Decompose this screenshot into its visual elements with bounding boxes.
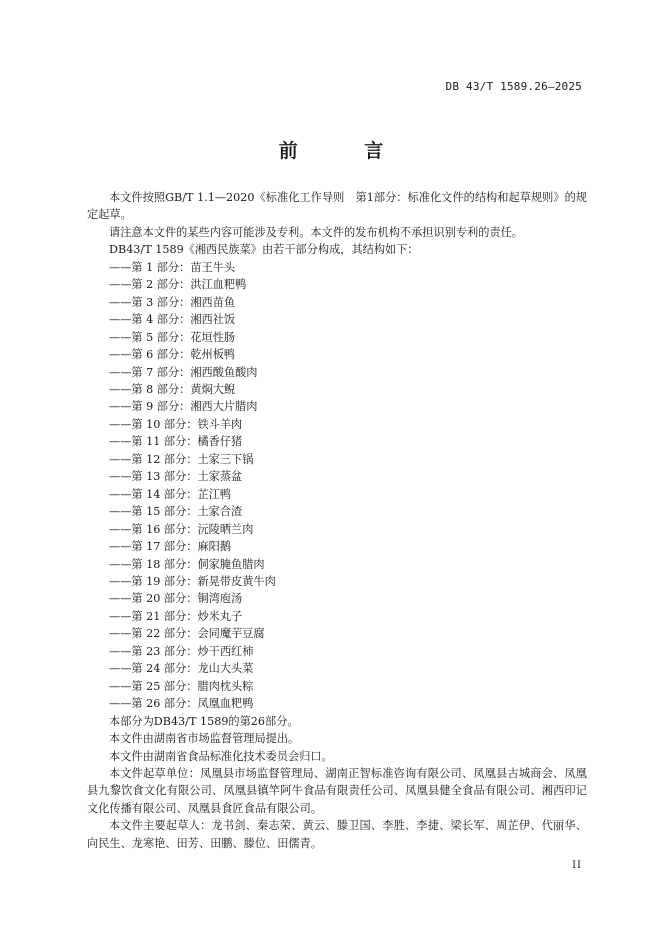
list-item: ——第 4 部分：湘西社饭	[109, 313, 236, 327]
list-item: ——第 7 部分：湘西酸鱼酸肉	[109, 365, 258, 379]
list-item: ——第 12 部分：土家三下锅	[109, 452, 254, 466]
list-item: ——第 11 部分：橘香仔猪	[109, 435, 243, 449]
list-item: ——第 23 部分：炒干西红柿	[109, 644, 254, 658]
list-item: ——第 2 部分：洪江血粑鸭	[109, 278, 247, 292]
list-item: ——第 8 部分：黄焖大鲵	[109, 382, 236, 396]
list-item: ——第 20 部分：铜湾庖汤	[109, 592, 243, 606]
list-item: ——第 5 部分：花垣性肠	[109, 330, 236, 344]
parts-list	[87, 259, 587, 713]
list-item: ——第 19 部分：新晃带皮黄牛肉	[109, 574, 276, 588]
paragraph-structure-intro: DB43/T 1589《湘西民族菜》由若干部分构成，其结构如下：	[109, 243, 419, 257]
list-item: ——第 13 部分：土家蒸盆	[109, 470, 243, 484]
list-item: ——第 18 部分：侗家腌鱼腊肉	[109, 557, 265, 571]
paragraph-responsible-committee: 本文件由湖南省食品标准化技术委员会归口。	[109, 749, 333, 763]
list-item: ——第 26 部分：凤凰血粑鸭	[109, 697, 254, 711]
list-item: ——第 6 部分：乾州板鸭	[109, 348, 236, 362]
list-item: ——第 3 部分：湘西苗鱼	[109, 295, 236, 309]
list-item: ——第 21 部分：炒米丸子	[109, 609, 243, 623]
page-title: 前 言	[278, 140, 414, 162]
paragraph-drafters: 本文件主要起草人：龙书剑、秦志荣、黄云、滕卫国、李胜、李捷、梁长军、周芷伊、代丽华、向民生、龙寒艳、田芳、田鹏、滕位、田儒青。	[87, 819, 587, 850]
paragraph-part-statement: 本部分为DB43/T 1589的第26部分。	[109, 714, 299, 728]
page-number: II	[572, 860, 582, 871]
list-item: ——第 25 部分：腊肉枕头粽	[109, 679, 254, 693]
paragraph-drafting-units: 本文件起草单位：凤凰县市场监督管理局、湖南正智标准咨询有限公司、凤凰县古城商会、凤凰县九黎饮食文化有限公司、凤凰县镇竿阿牛食品有限责任公司、凤凰县健全食品有限公司、湘西印记文化传播有限公司、凤凰县食匠食品有限公司。	[87, 766, 587, 815]
foreword-body	[87, 189, 587, 852]
list-item: ——第 24 部分：龙山大头菜	[109, 662, 254, 676]
list-item: ——第 10 部分：铁斗羊肉	[109, 417, 243, 431]
paragraph-patent-notice: 请注意本文件的某些内容可能涉及专利。本文件的发布机构不承担识别专利的责任。	[109, 225, 523, 239]
list-item: ——第 14 部分：芷江鸭	[109, 487, 232, 501]
list-item: ——第 22 部分：会同魔芋豆腐	[109, 627, 265, 641]
document-code: DB 43/T 1589.26—2025	[445, 80, 582, 93]
list-item: ——第 9 部分：湘西大片腊肉	[109, 400, 258, 414]
list-item: ——第 16 部分：沅陵晒兰肉	[109, 522, 254, 536]
list-item: ——第 1 部分：苗王牛头	[109, 260, 236, 274]
paragraph-drafting-rules: 本文件按照GB/T 1.1—2020《标准化工作导则 第1部分：标准化文件的结构和起草规则》的规定起草。	[87, 191, 587, 222]
list-item: ——第 17 部分：麻阳鹅	[109, 540, 232, 554]
list-item: ——第 15 部分：土家合渣	[109, 505, 243, 519]
paragraph-proposer: 本文件由湖南省市场监督管理局提出。	[109, 732, 300, 746]
